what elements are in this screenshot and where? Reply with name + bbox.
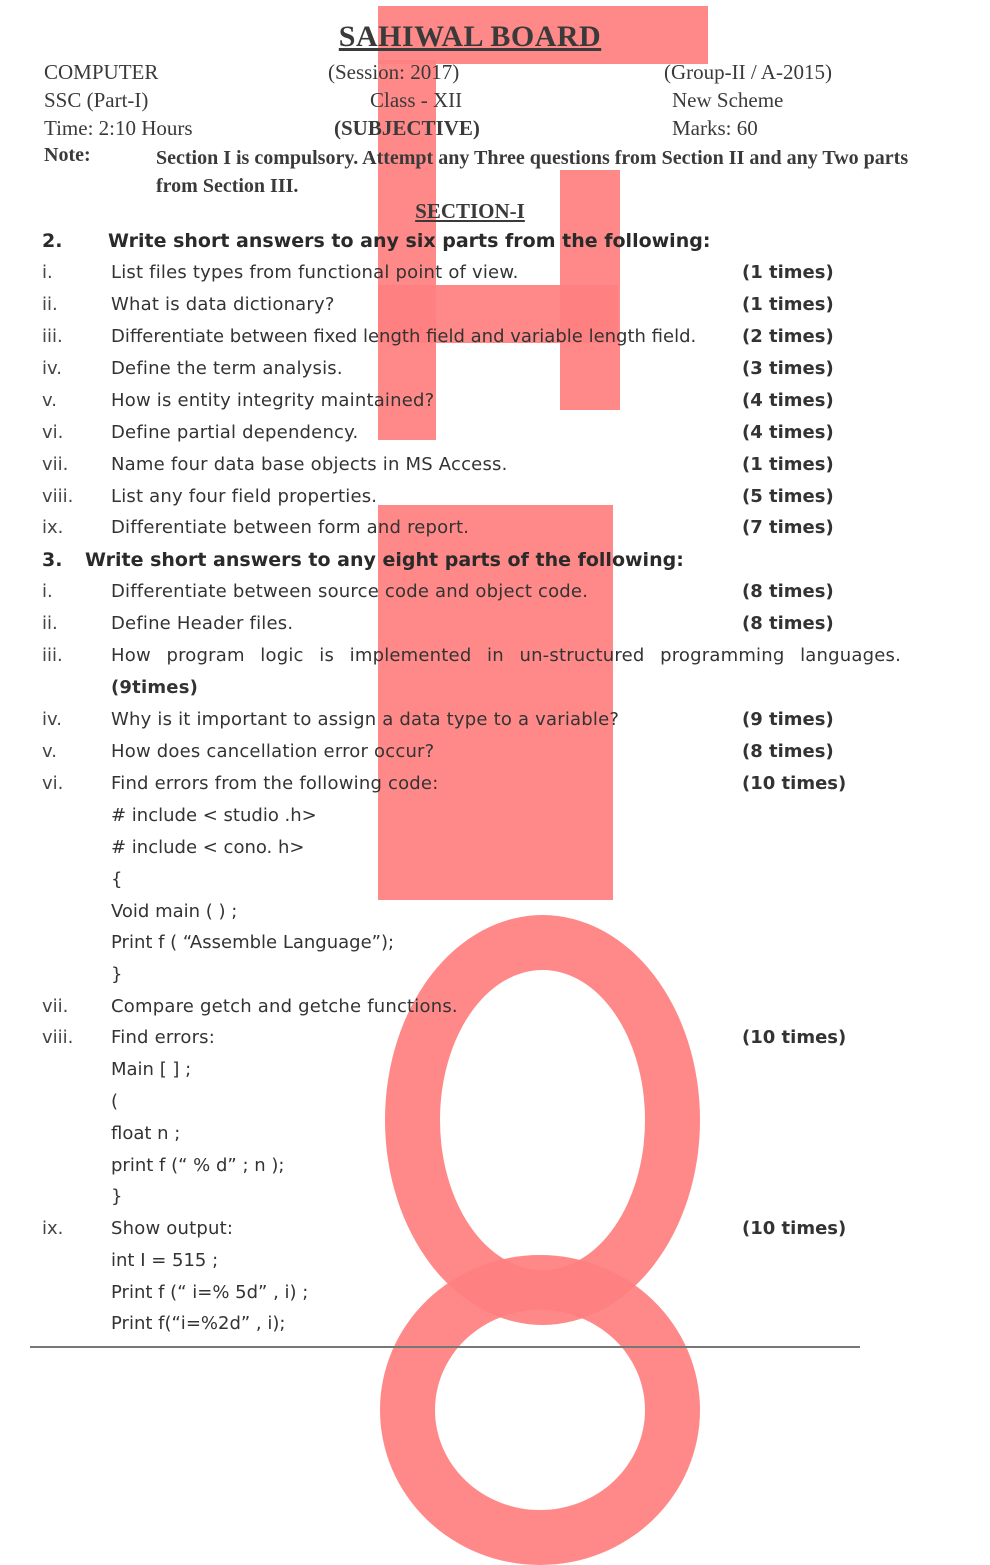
code-line: # include < studio .h> — [111, 805, 317, 826]
item-number: viii. — [42, 486, 74, 507]
session: (Session: 2017) — [328, 60, 460, 84]
item-number: iii. — [42, 326, 63, 347]
code-line: Main [ ] ; — [111, 1059, 192, 1080]
marks: Marks: 60 — [672, 116, 758, 140]
item-number: ix. — [42, 517, 64, 538]
bottom-rule — [30, 1346, 860, 1348]
item-number: vi. — [42, 422, 64, 443]
item-marks: (10 times) — [742, 773, 847, 794]
item-number: ix. — [42, 1218, 64, 1239]
item-marks: (5 times) — [742, 486, 834, 507]
item-marks: (1 times) — [742, 262, 834, 283]
item-marks: (8 times) — [742, 581, 834, 602]
item-marks: (9times) — [111, 677, 199, 698]
item-text: List any four field properties. — [111, 486, 378, 507]
item-number: vi. — [42, 773, 64, 794]
item-number: v. — [42, 741, 57, 762]
item-number: iv. — [42, 709, 62, 730]
code-line: Print f ( “Assemble Language”); — [111, 932, 395, 953]
code-line: float n ; — [111, 1123, 181, 1144]
item-marks: (3 times) — [742, 358, 834, 379]
item-text: How does cancellation error occur? — [111, 741, 435, 762]
code-line: } — [111, 1186, 123, 1207]
item-number: ii. — [42, 613, 58, 634]
subject: COMPUTER — [44, 60, 159, 84]
board-title: SAHIWAL BOARD — [338, 20, 602, 53]
item-number: v. — [42, 390, 57, 411]
section-title: SECTION-I — [415, 199, 525, 223]
part: SSC (Part-I) — [44, 88, 149, 112]
item-marks: (2 times) — [742, 326, 834, 347]
item-text: Name four data base objects in MS Access. — [111, 454, 508, 475]
item-number: i. — [42, 581, 53, 602]
item-marks: (4 times) — [742, 422, 834, 443]
item-number: iii. — [42, 645, 63, 666]
item-marks: (10 times) — [742, 1218, 847, 1239]
item-marks: (4 times) — [742, 390, 834, 411]
code-line: { — [111, 869, 123, 890]
item-marks: (1 times) — [742, 294, 834, 315]
question-3-title: Write short answers to any eight parts of the following: — [85, 549, 684, 571]
item-text: Show output: — [111, 1218, 234, 1239]
item-text: Compare getch and getche functions. — [111, 996, 458, 1017]
item-text: Define the term analysis. — [111, 358, 343, 379]
item-number: i. — [42, 262, 53, 283]
question-3-number: 3. — [42, 549, 63, 571]
item-marks: (9 times) — [742, 709, 834, 730]
code-line: Void main ( ) ; — [111, 901, 238, 922]
group: (Group-II / A-2015) — [664, 60, 832, 84]
item-marks: (8 times) — [742, 613, 834, 634]
item-text: How is entity integrity maintained? — [111, 390, 435, 411]
code-line: Print f(“i=%2d” , i); — [111, 1313, 286, 1334]
item-text: Differentiate between form and report. — [111, 517, 470, 538]
item-text: Find errors: — [111, 1027, 216, 1048]
question-2-number: 2. — [42, 230, 63, 252]
item-marks: (7 times) — [742, 517, 834, 538]
item-number: viii. — [42, 1027, 74, 1048]
paper-type: (SUBJECTIVE) — [334, 116, 480, 140]
item-text: Define Header files. — [111, 613, 294, 634]
item-text: Differentiate between fixed length field and variable length field. — [111, 326, 697, 347]
item-text: Why is it important to assign a data type to a variable? — [111, 709, 620, 730]
item-number: ii. — [42, 294, 58, 315]
item-text: What is data dictionary? — [111, 294, 335, 315]
question-2-title: Write short answers to any six parts from the following: — [108, 230, 711, 252]
item-text: Define partial dependency. — [111, 422, 359, 443]
scheme: New Scheme — [672, 88, 784, 112]
item-text: List files types from functional point of view. — [111, 262, 519, 283]
note-label: Note: — [44, 144, 91, 166]
item-number: vii. — [42, 454, 69, 475]
item-text: How program logic is implemented in un-structured programming languages. — [111, 645, 901, 666]
item-text: Find errors from the following code: — [111, 773, 439, 794]
item-number: iv. — [42, 358, 62, 379]
time: Time: 2:10 Hours — [44, 116, 193, 140]
code-line: Print f (“ i=% 5d” , i) ; — [111, 1282, 309, 1303]
item-marks: (8 times) — [742, 741, 834, 762]
code-line: ( — [111, 1091, 119, 1112]
item-number: vii. — [42, 996, 69, 1017]
code-line: # include < cono. h> — [111, 837, 305, 858]
code-line: int I = 515 ; — [111, 1250, 219, 1271]
item-marks: (10 times) — [742, 1027, 847, 1048]
item-text: Differentiate between source code and object code. — [111, 581, 589, 602]
note-text: Section I is compulsory. Attempt any Three questions from Section II and any Two parts from Section III. — [156, 147, 909, 197]
code-line: } — [111, 964, 123, 985]
item-marks: (1 times) — [742, 454, 834, 475]
code-line: print f (“ % d” ; n ); — [111, 1155, 285, 1176]
class: Class - XII — [370, 88, 463, 112]
